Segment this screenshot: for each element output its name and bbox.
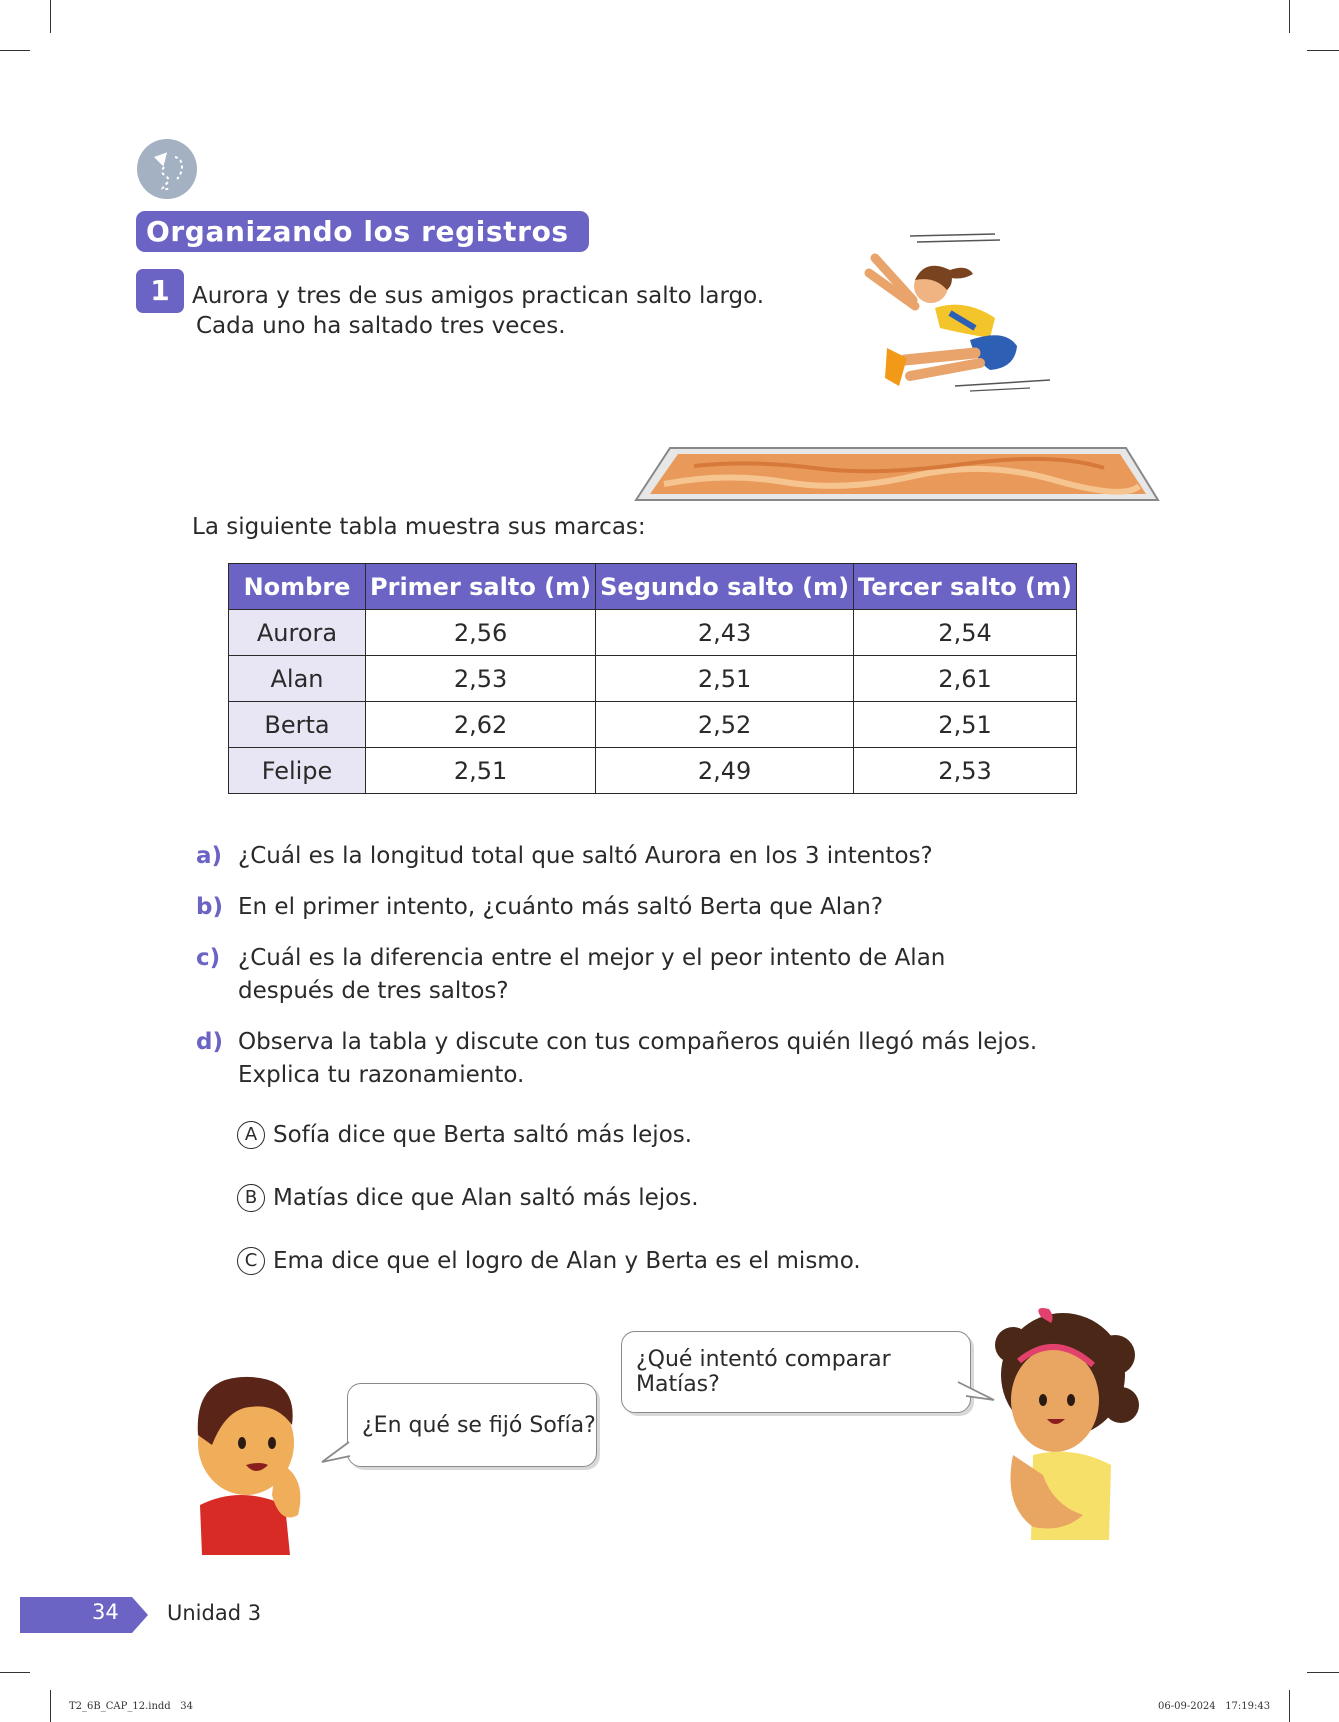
print-slug-file: T2_6B_CAP_12.indd 34 <box>69 1701 193 1712</box>
table-cell: 2,54 <box>854 610 1077 656</box>
table-cell: 2,51 <box>366 748 596 794</box>
question-label: a) <box>196 843 223 869</box>
table-row <box>229 702 1077 748</box>
kite-icon <box>137 139 197 199</box>
question-text: En el primer intento, ¿cuánto más saltó Berta que Alan? <box>238 894 884 920</box>
table-header-row <box>229 564 1077 610</box>
option-item <box>237 1118 861 1152</box>
option-text: Ema dice que el logro de Alan y Berta es el mismo. <box>273 1248 861 1274</box>
question-text-continued: después de tres saltos? <box>238 978 509 1004</box>
question-text: ¿Cuál es la diferencia entre el mejor y el peor intento de Alan <box>238 945 946 971</box>
table-cell: 2,49 <box>596 748 854 794</box>
question-label: c) <box>196 945 221 971</box>
table-cell: 2,51 <box>596 656 854 702</box>
table-cell: Alan <box>229 656 366 702</box>
table-cell: 2,61 <box>854 656 1077 702</box>
crop-mark <box>0 50 30 51</box>
girl-illustration <box>993 1305 1153 1545</box>
question-text-continued: Explica tu razonamiento. <box>238 1062 525 1088</box>
crop-mark <box>1289 0 1290 33</box>
speech-bubble-right <box>621 1331 971 1413</box>
column-header: Primer salto (m) <box>366 564 596 610</box>
table-cell: Berta <box>229 702 366 748</box>
crop-mark <box>1289 1690 1290 1722</box>
intro-line-1: Aurora y tres de sus amigos practican salto largo. <box>192 283 765 309</box>
option-letter: C <box>237 1247 265 1275</box>
answer-options <box>237 1118 861 1307</box>
table-cell: 2,52 <box>596 702 854 748</box>
unit-label: Unidad 3 <box>167 1601 262 1625</box>
option-letter: B <box>237 1184 265 1212</box>
long-jumper-illustration <box>855 228 1055 398</box>
table-intro: La siguiente tabla muestra sus marcas: <box>192 514 646 540</box>
print-slug-date: 06-09-2024 17:19:43 <box>1158 1701 1271 1712</box>
question-item <box>196 891 1056 924</box>
table-cell: 2,62 <box>366 702 596 748</box>
question-label: b) <box>196 894 223 920</box>
speech-bubble-tail <box>320 1440 352 1466</box>
table-cell: 2,56 <box>366 610 596 656</box>
speech-bubble-text: ¿Qué intentó comparar Matías? <box>636 1347 891 1397</box>
crop-mark <box>1307 50 1339 51</box>
question-text: ¿Cuál es la longitud total que saltó Aurora en los 3 intentos? <box>238 843 933 869</box>
boy-illustration <box>180 1365 330 1555</box>
table-row <box>229 748 1077 794</box>
question-item <box>196 942 1056 1008</box>
crop-mark <box>50 0 51 33</box>
table-cell: 2,53 <box>366 656 596 702</box>
option-item <box>237 1244 861 1278</box>
speech-bubble-tail <box>956 1380 996 1406</box>
activity-number-badge: 1 <box>136 269 184 313</box>
sand-pit-illustration <box>634 446 1160 504</box>
table-cell: Felipe <box>229 748 366 794</box>
option-text: Sofía dice que Berta saltó más lejos. <box>273 1122 693 1148</box>
option-item <box>237 1181 861 1215</box>
question-item <box>196 1026 1056 1092</box>
table-cell: 2,53 <box>854 748 1077 794</box>
question-list <box>196 840 1056 1110</box>
speech-bubble-text: ¿En qué se fijó Sofía? <box>362 1412 596 1438</box>
option-text: Matías dice que Alan saltó más lejos. <box>273 1185 699 1211</box>
activity-intro <box>192 281 764 341</box>
speech-bubble-left <box>347 1383 597 1467</box>
option-letter: A <box>237 1121 265 1149</box>
column-header: Segundo salto (m) <box>596 564 854 610</box>
section-title: Organizando los registros <box>136 211 589 252</box>
table-cell: Aurora <box>229 610 366 656</box>
column-header: Tercer salto (m) <box>854 564 1077 610</box>
page-number-tab <box>20 1597 148 1633</box>
table-cell: 2,51 <box>854 702 1077 748</box>
column-header: Nombre <box>229 564 366 610</box>
table-row <box>229 610 1077 656</box>
crop-mark <box>1307 1672 1339 1673</box>
jump-marks-table <box>228 563 1077 794</box>
question-label: d) <box>196 1029 223 1055</box>
crop-mark <box>50 1690 51 1722</box>
question-text: Observa la tabla y discute con tus compañeros quién llegó más lejos. <box>238 1029 1038 1055</box>
crop-mark <box>0 1672 30 1673</box>
page-number: 34 <box>92 1600 119 1624</box>
table-cell: 2,43 <box>596 610 854 656</box>
table-row <box>229 656 1077 702</box>
intro-line-2: Cada uno ha saltado tres veces. <box>196 313 566 339</box>
question-item <box>196 840 1056 873</box>
